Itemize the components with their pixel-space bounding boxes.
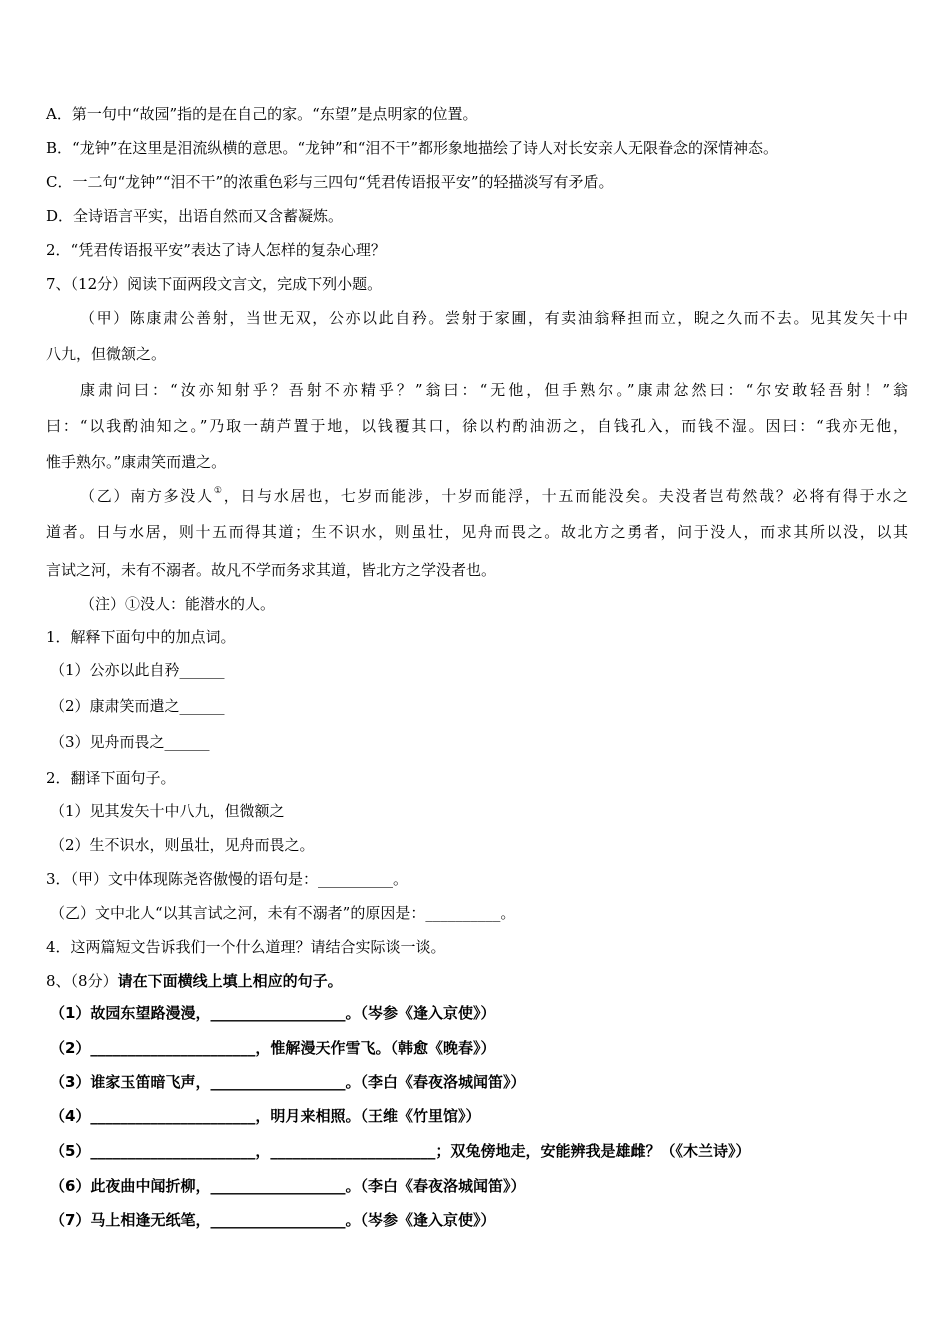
q7-footnote: （注）①没人：能潜水的人。	[80, 595, 276, 613]
q7-sub2: 2．翻译下面句子。	[46, 769, 176, 787]
q6-option-c: C．一二句“龙钟”“泪不干”的浓重色彩与三四句“凭君传语报平安”的轻描淡写有矛盾。	[46, 173, 614, 191]
q8-instruction: 请在下面横线上填上相应的句子。	[117, 972, 343, 990]
q8-item: （7）马上相逢无纸笔，__________________。（岑参《逢入京使》）	[50, 1211, 496, 1229]
q7-header: 7、（12分）阅读下面两段文言文，完成下列小题。	[46, 275, 383, 293]
q8-item: （5）______________________，______________________；双兔傍地走，安能辨我是雄雌？（《木兰诗》）	[50, 1142, 751, 1160]
q7-passage-yi-line	[80, 486, 908, 506]
q7-sub1-item: （3）见舟而畏之______	[50, 733, 210, 751]
q7-passage-jia-line: （甲）陈康肃公善射，当世无双，公亦以此自矜。尝射于家圃，有卖油翁释担而立，睨之久而不去。见其发矢十中	[80, 309, 908, 327]
q7-sub2-item: （2）生不识水，则虽壮，见舟而畏之。	[50, 836, 315, 854]
q7-passage-jia-line: 八九，但微颔之。	[46, 345, 167, 363]
q8-item: （1）故园东望路漫漫，__________________。（岑参《逢入京使》）	[50, 1004, 496, 1022]
q6-option-d: D．全诗语言平实，出语自然而又含蓄凝炼。	[46, 207, 344, 225]
q7-sub3-a: 3．（甲）文中体现陈尧咨傲慢的语句是：__________。	[46, 870, 409, 888]
q7-passage-jia-line: 曰：“以我酌油知之。”乃取一葫芦置于地，以钱覆其口，徐以杓酌油沥之，自钱孔入，而钱不湿。因曰：“我亦无他，	[46, 417, 908, 435]
q6-option-b: B．“龙钟”在这里是泪流纵横的意思。“龙钟”和“泪不干”都形象地描绘了诗人对长安亲人无限眷念的深情神态。	[46, 139, 779, 157]
footnote-marker: ①	[213, 486, 224, 496]
q7-sub2-item: （1）见其发矢十中八九，但微额之	[50, 802, 285, 820]
q8-item: （6）此夜曲中闻折柳，__________________。（李白《春夜洛城闻笛》）	[50, 1177, 526, 1195]
q7-passage-yi-line: 道者。日与水居，则十五而得其道；生不识水，则虽壮，见舟而畏之。故北方之勇者，问于没人，而求其所以没，以其	[46, 523, 908, 541]
q7-passage-yi-line: 言试之河，未有不溺者。故凡不学而务求其道，皆北方之学没者也。	[46, 561, 497, 579]
q7-sub4: 4．这两篇短文告诉我们一个什么道理？请结合实际谈一谈。	[46, 938, 446, 956]
q7-sub3-b: （乙）文中北人“以其言试之河，未有不溺者”的原因是：__________。	[50, 904, 516, 922]
q7-passage-jia-line: 康肃问曰：“汝亦知射乎？吾射不亦精乎？”翁曰：“无他，但手熟尔。”康肃忿然曰：“尔安敢轻吾射！”翁	[80, 381, 908, 399]
q8-item: （2）______________________，惟解漫天作雪飞。（韩愈《晚春》）	[50, 1039, 496, 1057]
q7-sub1-item: （2）康肃笑而遣之______	[50, 697, 225, 715]
q7-sub1-item: （1）公亦以此自矜______	[50, 661, 225, 679]
q7-passage-jia-line: 惟手熟尔。”康肃笑而遣之。	[46, 453, 227, 471]
q7-yi-start: （乙）南方多没人	[80, 487, 214, 505]
q8-number: 8、（8分）	[46, 972, 118, 990]
q8-item: （4）______________________，明月来相照。（王维《竹里馆》）	[50, 1107, 481, 1125]
q6-subquestion-2: 2．“凭君传语报平安”表达了诗人怎样的复杂心理？	[46, 241, 386, 259]
q6-option-a: A．第一句中“故园”指的是在自己的家。“东望”是点明家的位置。	[46, 105, 478, 123]
q7-yi-rest: ，日与水居也，七岁而能涉，十岁而能浮，十五而能没矣。夫没者岂苟然哉？必将有得于水之	[223, 487, 908, 505]
q7-sub1: 1．解释下面句中的加点词。	[46, 628, 236, 646]
q8-header	[46, 971, 343, 991]
q8-item: （3）谁家玉笛暗飞声，__________________。（李白《春夜洛城闻笛》）	[50, 1073, 526, 1091]
